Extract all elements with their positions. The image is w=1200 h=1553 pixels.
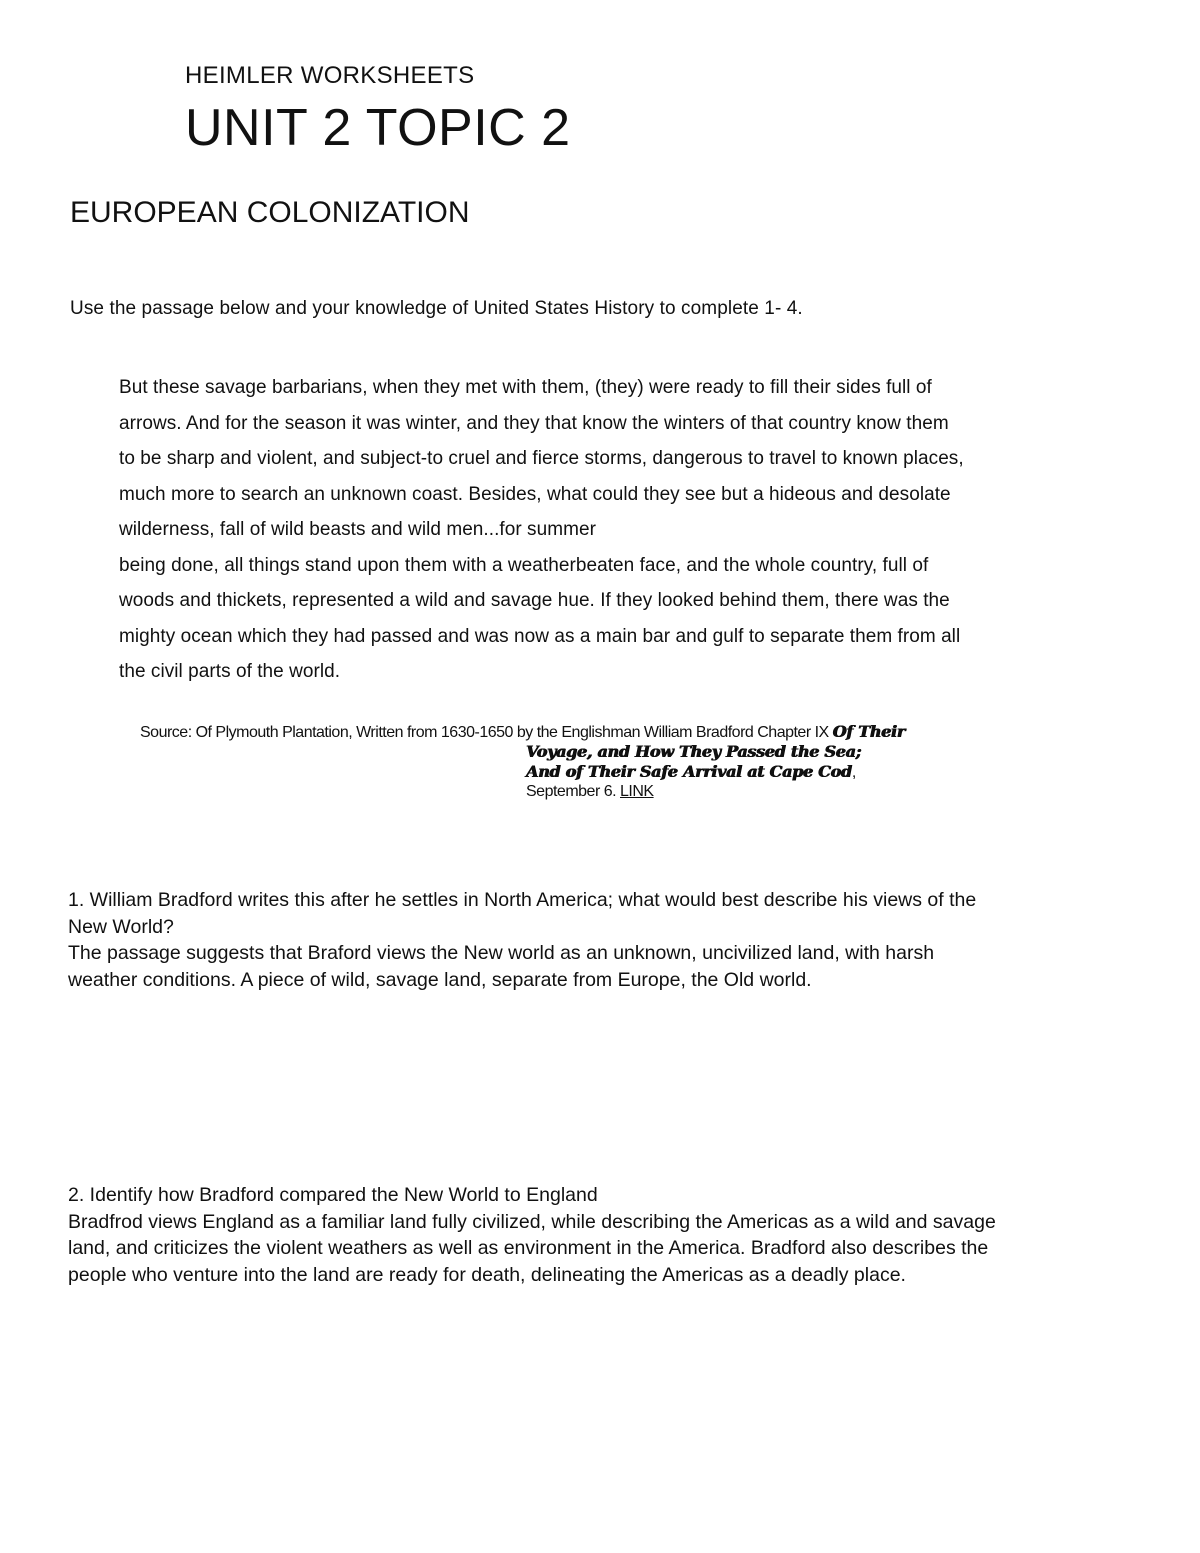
primary-source-passage — [119, 370, 1109, 690]
passage-line: much more to search an unknown coast. Besides, what could they see but a hideous and desolate — [119, 483, 951, 505]
source-link[interactable]: LINK — [620, 783, 654, 800]
passage-line: being done, all things stand upon them with a weatherbeaten face, and the whole country, full of — [119, 554, 929, 576]
source-text: Source: Of Plymouth Plantation, Written from 1630-1650 by the Englishman William Bradford Chapter IX — [140, 724, 829, 741]
passage-line: wilderness, fall of wild beasts and wild men...for summer — [119, 519, 596, 540]
chapter-title: And of Their Safe Arrival at Cape Cod — [526, 762, 852, 781]
instructions: Use the passage below and your knowledge of United States History to complete 1- 4. — [70, 298, 803, 319]
source-citation — [140, 722, 1100, 802]
passage-line: arrows. And for the season it was winter, and they that know the winters of that country know them — [119, 412, 949, 434]
passage-line: But these savage barbarians, when they met with them, (they) were ready to fill their sides full of — [119, 377, 932, 398]
passage-line: the civil parts of the world. — [119, 661, 341, 682]
section-title: EUROPEAN COLONIZATION — [70, 196, 470, 229]
unit-topic-title: UNIT 2 TOPIC 2 — [185, 99, 571, 157]
question-2 — [68, 1182, 1138, 1288]
question-prompt: 2. Identify how Bradford compared the New World to England — [68, 1184, 598, 1206]
answer-text: weather conditions. A piece of wild, savage land, separate from Europe, the Old world. — [68, 968, 812, 991]
passage-line: woods and thickets, represented a wild and savage hue. If they looked behind them, there was the — [119, 590, 950, 611]
question-prompt: 1. William Bradford writes this after he settles in North America; what would best describe his views of the — [68, 889, 977, 911]
answer-text: people who venture into the land are ready for death, delineating the Americas as a deadly place. — [68, 1263, 906, 1286]
question-prompt: New World? — [68, 915, 174, 938]
source-date: September 6. — [526, 783, 617, 800]
answer-text: Bradfrod views England as a familiar land fully civilized, while describing the Americas as a wild and savage — [68, 1210, 996, 1233]
answer-text: The passage suggests that Braford views the New world as an unknown, uncivilized land, with harsh — [68, 942, 935, 964]
question-1 — [68, 887, 1138, 993]
worksheet-publisher: HEIMLER WORKSHEETS — [185, 62, 475, 89]
chapter-title: Of Their — [832, 722, 905, 741]
passage-line: to be sharp and violent, and subject-to cruel and fierce storms, dangerous to travel to known places, — [119, 448, 964, 469]
answer-text: land, and criticizes the violent weathers as well as environment in the America. Bradford also describes the — [68, 1237, 989, 1259]
chapter-title: Voyage, and How They Passed the Sea; — [526, 742, 862, 761]
passage-line: mighty ocean which they had passed and was now as a main bar and gulf to separate them from all — [119, 625, 961, 647]
source-comma: , — [851, 764, 856, 781]
